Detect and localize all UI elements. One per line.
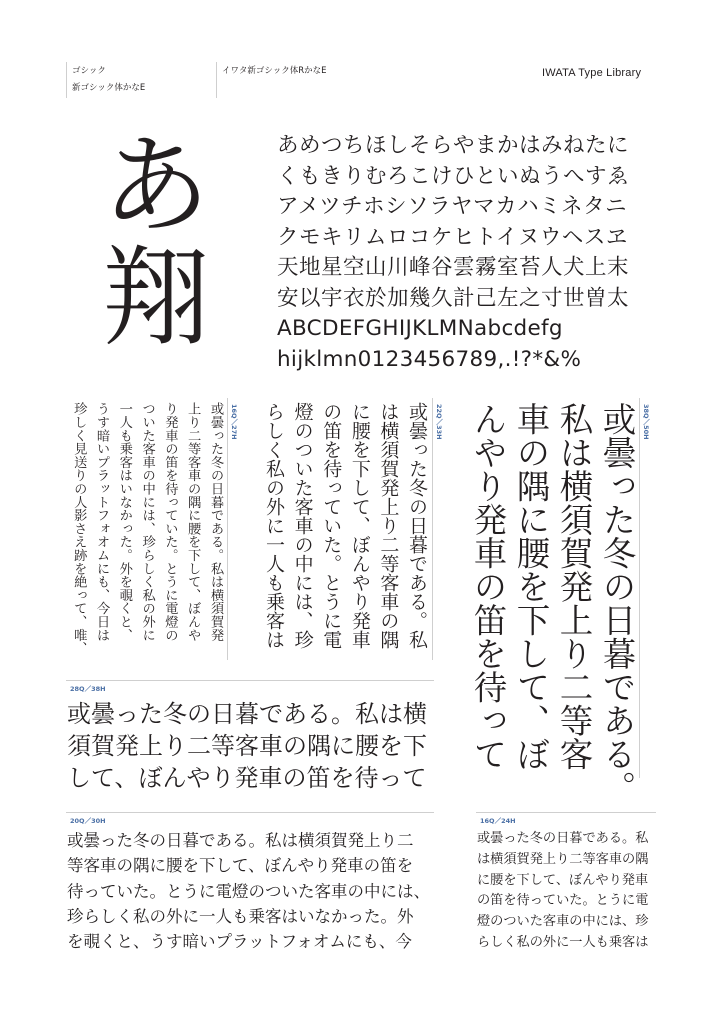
sample-line: して、ぼんやり発車の笛を待って bbox=[67, 764, 427, 792]
sample-divider bbox=[66, 680, 434, 681]
header-family: 新ゴシック体かなE bbox=[72, 83, 146, 93]
sample-line: 或曇った冬の日暮である。私は横須賀発上り二 bbox=[67, 831, 414, 850]
charset-line: 安以宇衣於加幾久計己左之寸世曽太 bbox=[277, 285, 630, 311]
size-label-16q-horizontal: 16Q／24H bbox=[480, 817, 516, 825]
horizontal-sample-16q bbox=[477, 829, 648, 954]
size-label-20q: 20Q／30H bbox=[70, 817, 106, 825]
sample-line: うす暗いプラットフォオムにも、今日は bbox=[94, 402, 110, 642]
header-category: ゴシック bbox=[72, 66, 106, 76]
sample-line: に腰を下して、ぼんやり発車 bbox=[477, 872, 649, 888]
sample-line: 或曇った冬の日暮である。私は横須賀発 bbox=[208, 402, 223, 642]
vertical-sample-16q bbox=[66, 402, 226, 655]
sample-line: は横須賀発上り二等客車の隅 bbox=[477, 851, 649, 867]
showcase-kanji: 翔 bbox=[102, 236, 211, 361]
sample-line: 車の隅に腰を下して、ぼ bbox=[511, 402, 550, 771]
showcase-kana: あ bbox=[102, 124, 211, 249]
horizontal-sample-28q bbox=[67, 698, 427, 794]
sample-line: 燈のついた客車の中には、珍 bbox=[291, 402, 314, 649]
charset-line: クモキリムロコケヒトイヌウヘスヱ bbox=[277, 224, 628, 250]
sample-line: 上り二等客車の隅に腰を下して、ぼんや bbox=[185, 402, 201, 642]
sample-line: 或曇った冬の日暮である。私は横 bbox=[67, 700, 427, 728]
header-font-name: イワタ新ゴシック体RかなE bbox=[222, 66, 327, 76]
sample-line: 須賀発上り二等客車の隅に腰を下 bbox=[67, 732, 427, 760]
sample-line: 珍らしく私の外に一人も乗客はいなかった。外 bbox=[67, 906, 414, 926]
sample-line: んやり発車の笛を待って bbox=[468, 402, 507, 771]
charset-line: ABCDEFGHIJKLMNabcdefg bbox=[277, 316, 563, 341]
charset-line: 天地星空山川峰谷雲霧室苔人犬上末 bbox=[277, 255, 630, 280]
sample-line: り発車の笛を待っていた。とうに電燈の bbox=[162, 402, 178, 642]
charset-line: hijklmn0123456789,.!?*&% bbox=[277, 346, 582, 372]
sample-divider bbox=[227, 398, 228, 660]
sample-line: らしく私の外に一人も乗客は bbox=[477, 934, 649, 950]
size-label-22q: 22Q／33H bbox=[435, 404, 443, 440]
sample-line: 或曇った冬の日暮である。私 bbox=[477, 831, 649, 846]
size-label-28q: 28Q／38H bbox=[70, 685, 106, 693]
charset-line: あめつちほしそらやまかはみねたに bbox=[277, 133, 630, 158]
charset-block bbox=[277, 131, 629, 375]
sample-divider bbox=[476, 812, 656, 813]
sample-line: らしく私の外に一人も乗客は bbox=[263, 402, 286, 649]
charset-line: アメツチホシソラヤマカハミネタニ bbox=[277, 194, 628, 219]
horizontal-sample-20q bbox=[67, 828, 430, 954]
sample-line: 私は横須賀発上り二等客 bbox=[554, 402, 593, 771]
sample-divider bbox=[432, 398, 433, 660]
sample-divider bbox=[66, 812, 434, 813]
sample-line: ついた客車の中には、珍らしく私の外に bbox=[139, 402, 155, 642]
brand-label: IWATA Type Library bbox=[542, 67, 642, 79]
header-divider bbox=[66, 62, 67, 98]
sample-divider bbox=[639, 398, 640, 778]
header-divider bbox=[216, 62, 217, 98]
header-category-block bbox=[72, 63, 145, 97]
vertical-sample-38q bbox=[466, 402, 638, 804]
sample-line: の笛を待っていた。とうに電 bbox=[477, 893, 649, 909]
vertical-sample-22q bbox=[259, 402, 431, 649]
sample-line: 燈のついた客車の中には、珍 bbox=[477, 914, 649, 930]
sample-line: を覗くと、うす暗いプラットフォオムにも、今 bbox=[67, 932, 412, 952]
sample-line: は横須賀発上り二等客車の隅 bbox=[377, 402, 400, 649]
size-label-16q-vertical: 16Q／27H bbox=[230, 404, 238, 440]
sample-line: 或曇った冬の日暮である。 bbox=[597, 402, 636, 804]
sample-line: の笛を待っていた。とうに電 bbox=[320, 402, 343, 649]
sample-line: 或曇った冬の日暮である。私 bbox=[406, 402, 428, 649]
sample-line: に腰を下して、ぼんやり発車 bbox=[348, 402, 371, 649]
sample-line: 一人も乗客はいなかった。外を覗くと、 bbox=[116, 402, 132, 642]
sample-line: 等客車の隅に腰を下して、ぼんやり発車の笛を bbox=[67, 856, 414, 876]
sample-line: 珍しく見送りの人影さえ跡を絶って、唯、 bbox=[71, 402, 87, 655]
sample-line: 待っていた。とうに電燈のついた客車の中には、 bbox=[67, 881, 430, 901]
charset-line: くもきりむろこけひといぬうへすゑ bbox=[277, 163, 630, 189]
size-label-38q: 38Q／50H bbox=[642, 404, 650, 440]
